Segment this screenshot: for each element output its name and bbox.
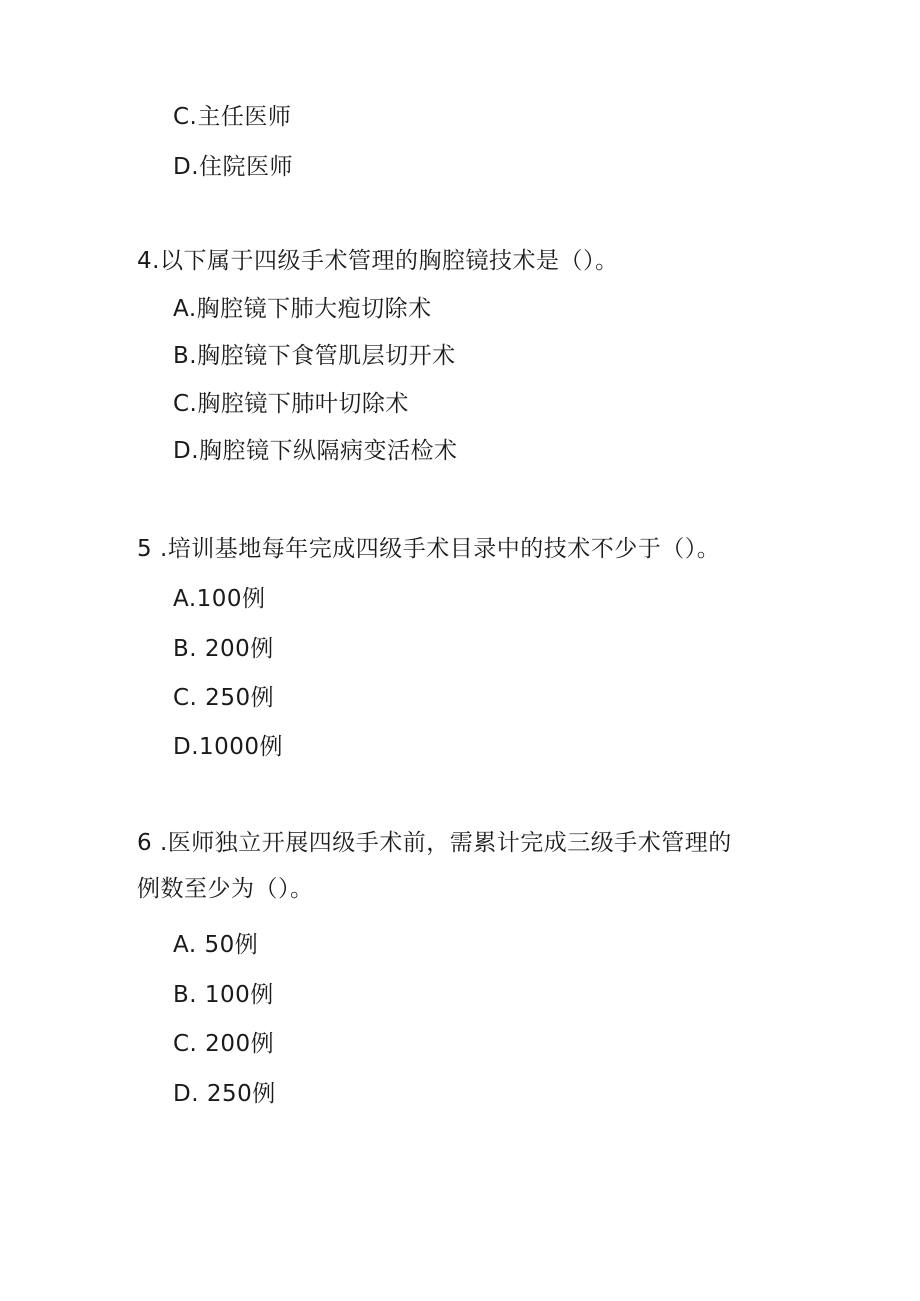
q5-option-a: A.100例 xyxy=(173,586,266,612)
q3-option-c: C.主任医师 xyxy=(173,104,292,130)
q4-option-b: B.胸腔镜下食管肌层切开术 xyxy=(173,343,456,369)
q4-option-c: C.胸腔镜下肺叶切除术 xyxy=(173,391,409,417)
q4-option-a: A.胸腔镜下肺大疱切除术 xyxy=(173,296,432,322)
q3-option-d: D.住院医师 xyxy=(173,154,294,180)
q4-stem: 4.以下属于四级手术管理的胸腔镜技术是（）。 xyxy=(137,248,619,274)
q6-stem-line2: 例数至少为（）。 xyxy=(137,876,314,902)
q6-option-a: A. 50例 xyxy=(173,932,259,958)
q6-option-d: D. 250例 xyxy=(173,1081,276,1107)
q6-option-b: B. 100例 xyxy=(173,982,274,1008)
q5-option-b: B. 200例 xyxy=(173,636,274,662)
q5-option-d: D.1000例 xyxy=(173,734,284,760)
q5-stem: 5 .培训基地每年完成四级手术目录中的技术不少于（）。 xyxy=(137,536,721,562)
q6-option-c: C. 200例 xyxy=(173,1031,275,1057)
q5-option-c: C. 250例 xyxy=(173,685,275,711)
q6-stem-line1: 6 .医师独立开展四级手术前，需累计完成三级手术管理的 xyxy=(137,830,732,856)
q4-option-d: D.胸腔镜下纵隔病变活检术 xyxy=(173,438,458,464)
